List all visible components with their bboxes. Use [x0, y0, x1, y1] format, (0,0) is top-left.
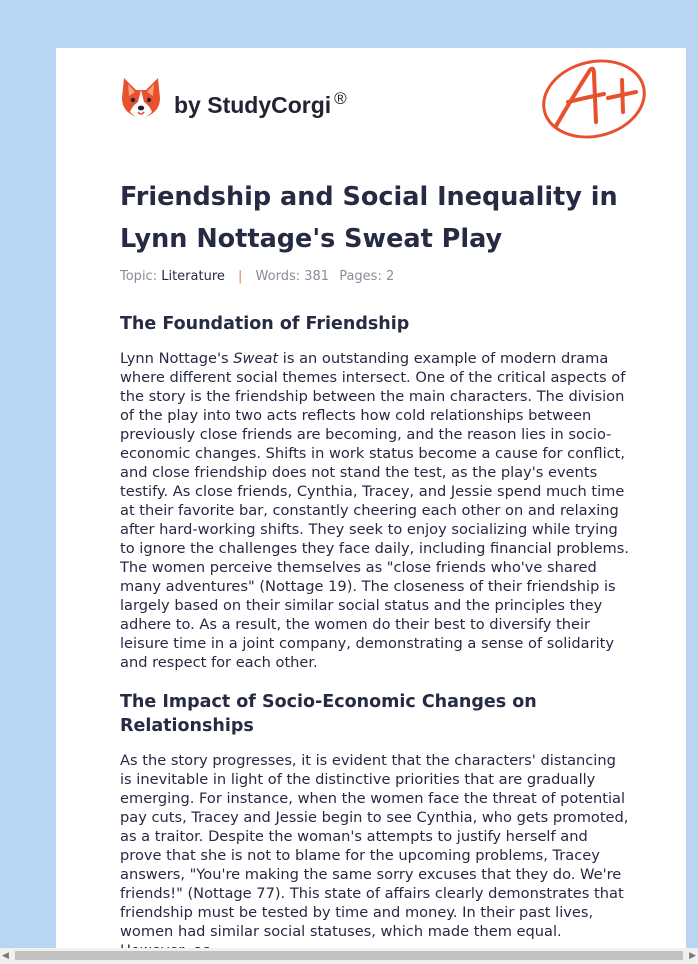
word-count: Words: 381	[255, 269, 330, 284]
corgi-logo-icon	[120, 76, 162, 120]
section-paragraph: As the story progresses, it is evident that the characters' distancing is inevitable in light of the distinctive priorities that are gradually emerging. For instance, when the women face the threat of potential pay cuts, Tracey and Jessie begin to see Cynthia, who gets promoted, as a traitor. Despite the woman's attempts to justify herself and prove that she is not to blame for the upcoming problems, Tracey answers, "You're making the same sorry excuses that they do. We're friends!" (Nottage 77). This state of affairs clearly demonstrates that friendship must be tested by time and money. In their past lives, women had similar social statuses, which made them equal.	[120, 752, 629, 940]
document-page	[56, 48, 686, 964]
registered-mark: ®	[334, 89, 347, 108]
paragraph-text: Lynn Nottage's	[120, 350, 234, 367]
topic-link[interactable]: Literature	[161, 269, 225, 284]
section-heading: The Impact of Socio-Economic Changes on Relationships	[120, 692, 537, 736]
section-heading: The Foundation of Friendship	[120, 314, 410, 334]
scroll-left-arrow-icon[interactable]: ◀	[2, 951, 9, 961]
paragraph-text: is an outstanding example of modern drama where different social themes intersect. One of the critical aspects of the story is the friendship between the main characters. The division of the play into two acts reflects how cold relationships between previously close friends are becoming, and the reason lies in socio-economic changes. Shifts in work status become a cause for conflict, and close friendship does not stand the test, as the play's events testify. As close friends, Cynthia, Tracey, and Jessie spend much time at their favorite bar, constantly cheering each other on and relaxing after hard-working shifts. They seek to enjoy socializing while trying to ignore the challenges they face daily, including financial problems. The women perceive themselves as "close friends who've shared many adventures" (Nottage 19). The closeness of their friendship is largely based on their similar social status and the principles they adhere to. As a result, the women do their best to diversify their leisure time in a joint company, demonstrating a sense of solidarity and respect for each other.	[120, 350, 629, 671]
studycorgi-logo[interactable]	[120, 76, 370, 126]
brand-name	[174, 89, 347, 119]
meta-separator: |	[238, 269, 243, 284]
article-meta	[120, 269, 394, 284]
topic-label: Topic:	[120, 269, 158, 284]
play-title-italic: Sweat	[233, 350, 279, 367]
page-title: Friendship and Social Inequality in Lynn Nottage's Sweat Play	[120, 182, 618, 254]
section-paragraph	[120, 349, 630, 672]
horizontal-scrollbar[interactable]	[0, 948, 698, 964]
scrollbar-thumb[interactable]	[15, 951, 683, 960]
page-count: Pages: 2	[339, 269, 395, 284]
grade-a-plus-icon	[538, 58, 650, 140]
brand-text: by StudyCorgi	[174, 92, 332, 118]
scroll-right-arrow-icon[interactable]: ▶	[689, 951, 696, 961]
